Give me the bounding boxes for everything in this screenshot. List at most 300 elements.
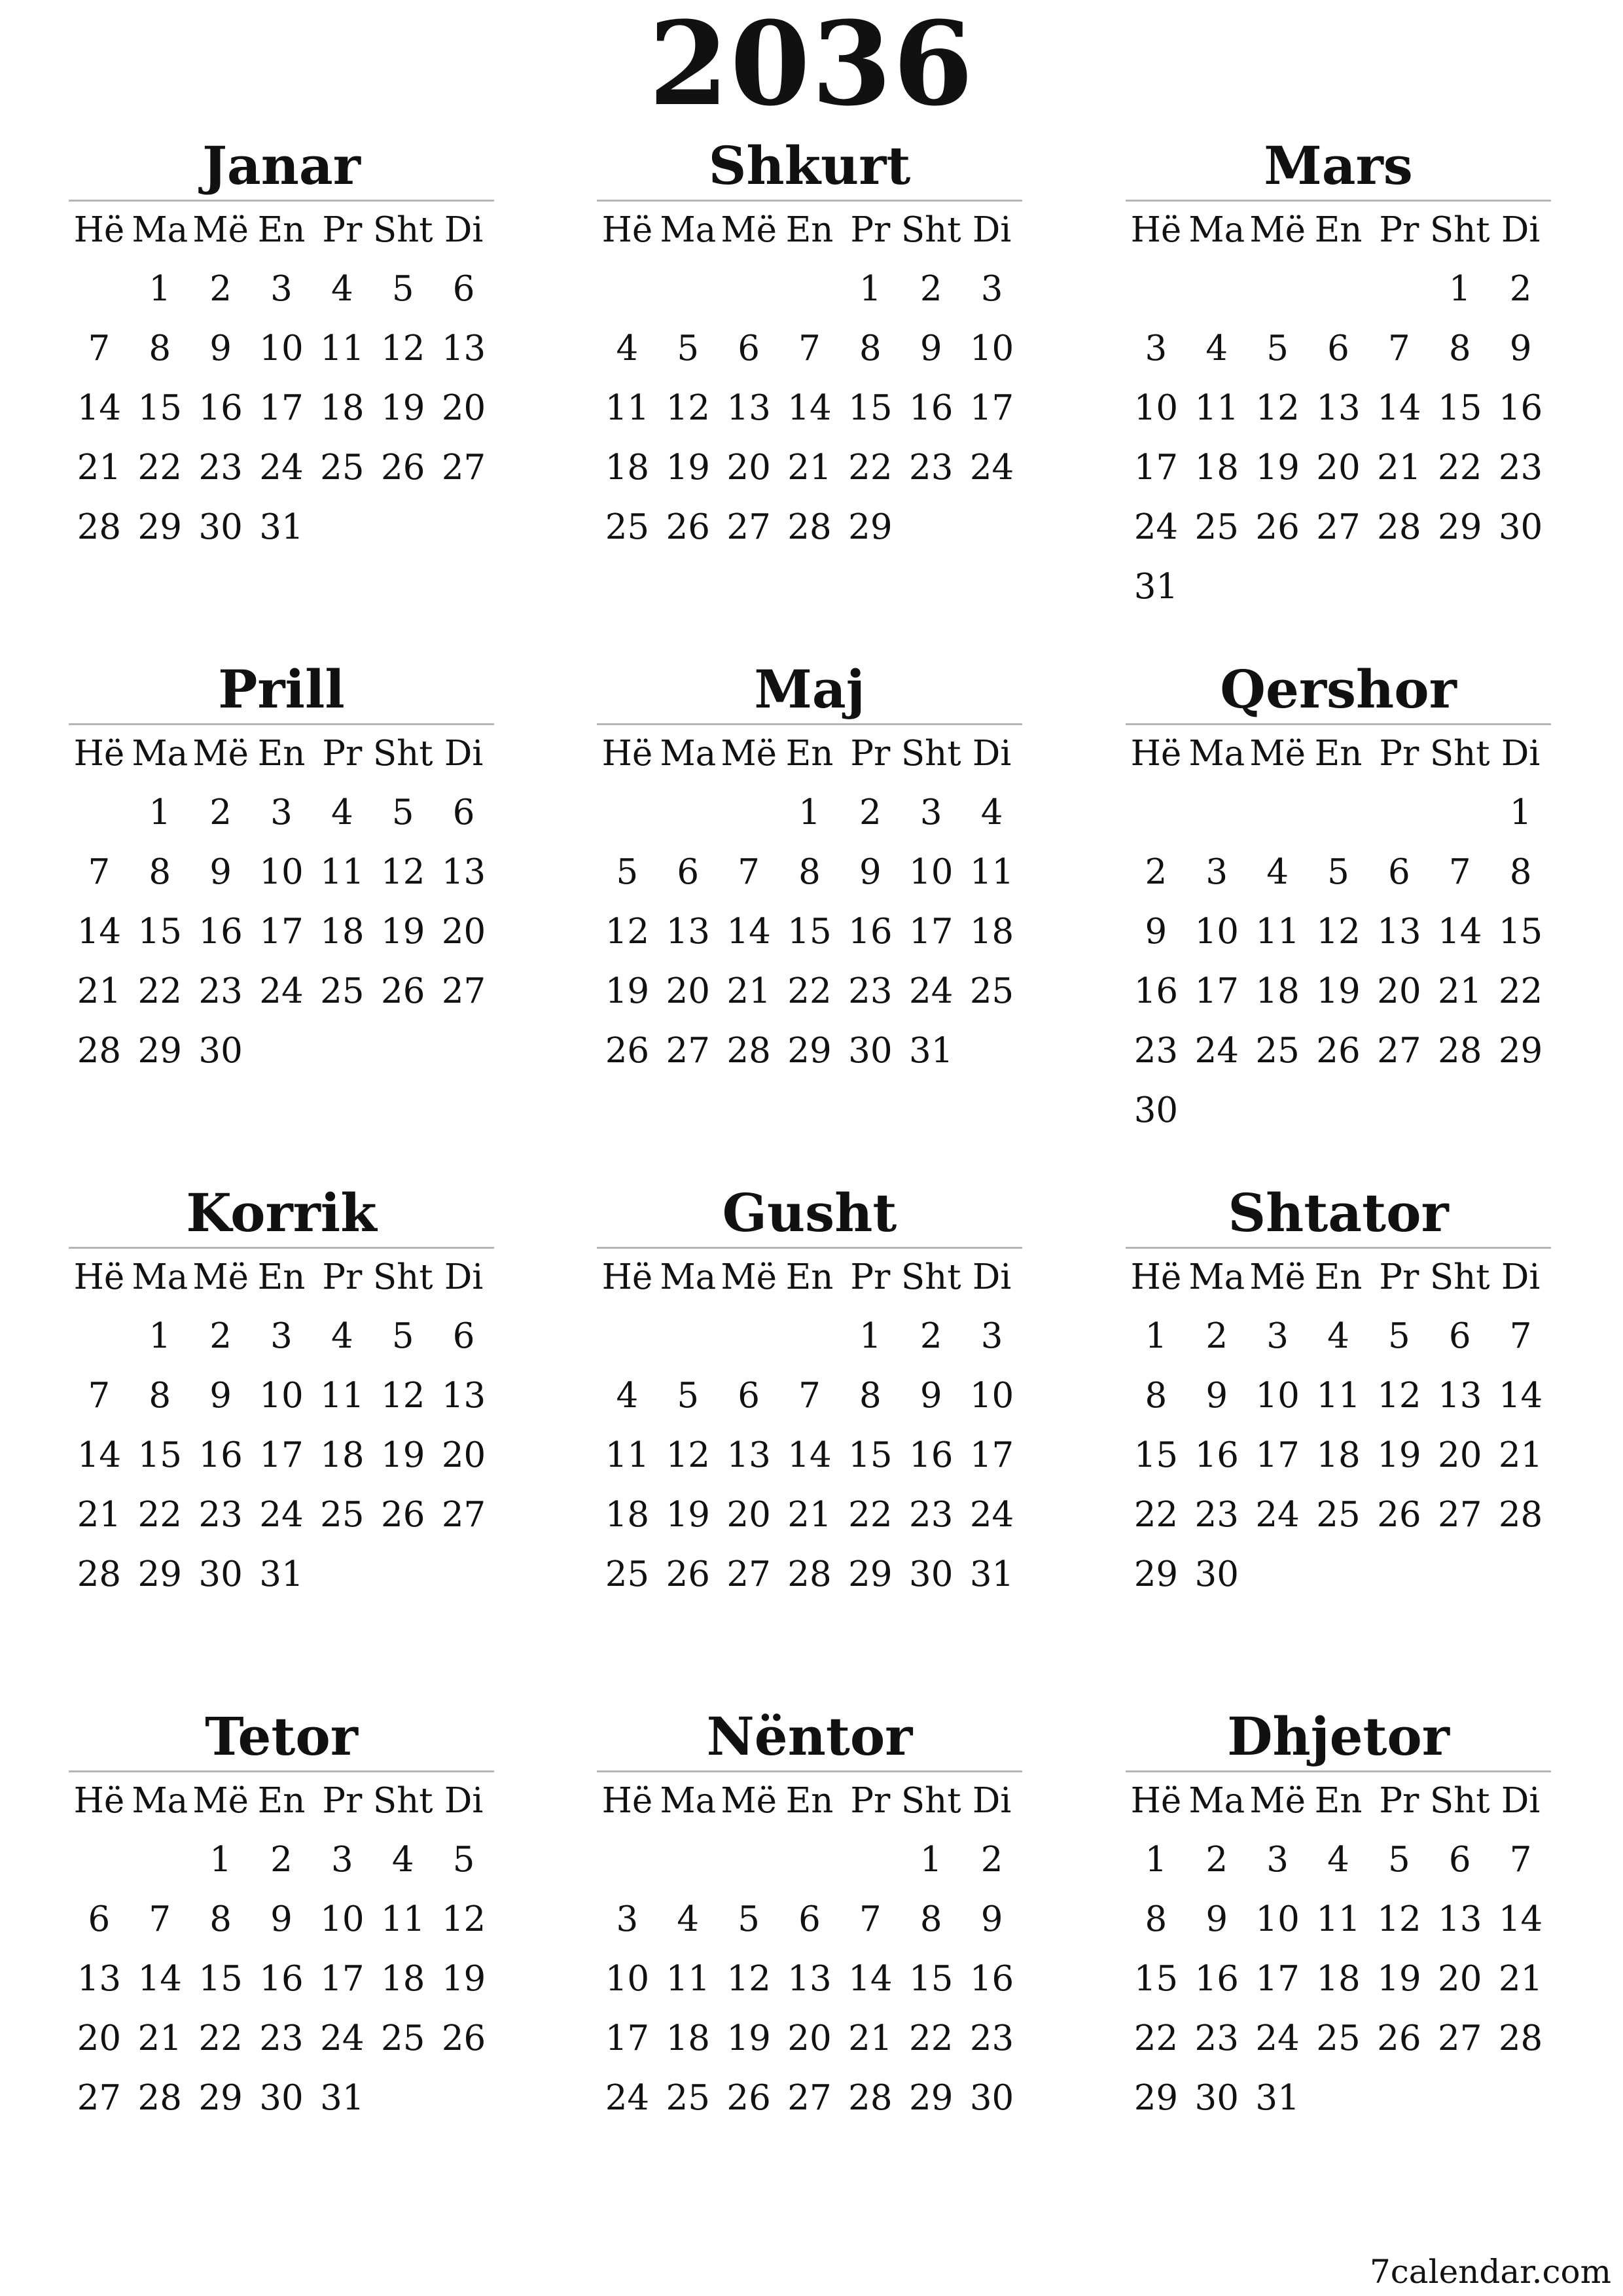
day-cell: 13 bbox=[1316, 388, 1361, 428]
day-cell: 1 bbox=[1448, 269, 1471, 309]
day-cell: 28 bbox=[77, 507, 122, 547]
day-cell: 21 bbox=[787, 448, 832, 488]
month-shkurt bbox=[597, 134, 1022, 557]
empty-cell bbox=[1308, 783, 1369, 842]
day-cell: 13 bbox=[666, 912, 710, 952]
empty-cell bbox=[69, 1830, 130, 1890]
empty-cell bbox=[1429, 783, 1490, 842]
day-cell: 2 bbox=[859, 793, 882, 833]
day-cell: 6 bbox=[452, 269, 475, 309]
day-cell: 5 bbox=[452, 1840, 475, 1880]
day-cell: 6 bbox=[452, 1316, 475, 1356]
day-cell: 6 bbox=[677, 852, 700, 892]
day-cell: 7 bbox=[1509, 1840, 1532, 1880]
empty-cell bbox=[597, 1830, 658, 1890]
month-nëntor bbox=[597, 1705, 1022, 2128]
day-cell: 23 bbox=[198, 448, 243, 488]
day-cell: 16 bbox=[1194, 1435, 1239, 1475]
day-cell: 16 bbox=[908, 388, 954, 428]
day-cell: 20 bbox=[77, 2018, 122, 2058]
day-cell: 2 bbox=[1145, 852, 1168, 892]
weekday-label: Sht bbox=[901, 210, 961, 250]
day-cell: 15 bbox=[787, 912, 832, 952]
weekday-label: En bbox=[785, 1781, 834, 1821]
day-cell: 6 bbox=[1387, 852, 1410, 892]
weekday-label: Di bbox=[972, 1257, 1012, 1297]
weekday-label: Di bbox=[444, 210, 484, 250]
weekday-label: Sht bbox=[372, 210, 433, 250]
weekday-label: Ma bbox=[132, 1781, 188, 1821]
weekday-label: Më bbox=[192, 1257, 249, 1297]
empty-cell bbox=[69, 259, 130, 319]
day-cell: 2 bbox=[1205, 1840, 1228, 1880]
month-name: Mars bbox=[1264, 135, 1413, 196]
day-cell: 12 bbox=[380, 1376, 425, 1416]
day-cell: 31 bbox=[259, 1554, 304, 1594]
day-cell: 22 bbox=[908, 2018, 954, 2058]
day-cell: 16 bbox=[198, 912, 243, 952]
day-cell: 27 bbox=[1316, 507, 1361, 547]
day-cell: 26 bbox=[1377, 2018, 1421, 2058]
day-cell: 15 bbox=[908, 1959, 954, 1999]
day-cell: 7 bbox=[1448, 852, 1471, 892]
day-cell: 22 bbox=[848, 1495, 893, 1535]
day-cell: 23 bbox=[1133, 1031, 1179, 1071]
day-cell: 19 bbox=[1316, 971, 1361, 1011]
day-cell: 18 bbox=[1316, 1435, 1361, 1475]
day-cell: 30 bbox=[969, 2078, 1014, 2118]
day-cell: 19 bbox=[380, 912, 425, 952]
day-cell: 6 bbox=[798, 1899, 821, 1939]
day-cell: 26 bbox=[380, 1495, 425, 1535]
weekday-label: Pr bbox=[850, 1257, 891, 1297]
day-cell: 9 bbox=[1509, 329, 1532, 368]
day-cell: 24 bbox=[1255, 2018, 1300, 2058]
day-cell: 30 bbox=[848, 1031, 893, 1071]
day-cell: 9 bbox=[209, 329, 232, 368]
day-cell: 26 bbox=[1377, 1495, 1421, 1535]
month-name: Korrik bbox=[186, 1182, 377, 1244]
day-cell: 8 bbox=[149, 1376, 171, 1416]
weekday-label: Di bbox=[972, 734, 1012, 774]
day-cell: 27 bbox=[1437, 1495, 1482, 1535]
day-cell: 3 bbox=[270, 793, 293, 833]
day-cell: 17 bbox=[605, 2018, 650, 2058]
day-cell: 27 bbox=[726, 507, 771, 547]
day-cell: 31 bbox=[259, 507, 304, 547]
day-cell: 13 bbox=[787, 1959, 832, 1999]
day-cell: 22 bbox=[1437, 448, 1482, 488]
weekday-label: Ma bbox=[660, 210, 717, 250]
day-cell: 29 bbox=[198, 2078, 243, 2118]
empty-cell bbox=[719, 259, 779, 319]
day-cell: 14 bbox=[787, 388, 832, 428]
weekday-label: Sht bbox=[372, 734, 433, 774]
day-cell: 8 bbox=[149, 852, 171, 892]
day-cell: 9 bbox=[919, 329, 942, 368]
day-cell: 3 bbox=[270, 1316, 293, 1356]
month-name: Nëntor bbox=[706, 1706, 913, 1767]
day-cell: 24 bbox=[259, 448, 304, 488]
day-cell: 29 bbox=[1133, 1554, 1179, 1594]
day-cell: 3 bbox=[980, 269, 1003, 309]
day-cell: 21 bbox=[848, 2018, 893, 2058]
day-cell: 26 bbox=[380, 448, 425, 488]
day-cell: 5 bbox=[677, 329, 700, 368]
day-cell: 26 bbox=[1255, 507, 1300, 547]
day-cell: 4 bbox=[980, 793, 1003, 833]
weekday-label: Di bbox=[444, 1781, 484, 1821]
day-cell: 16 bbox=[848, 912, 893, 952]
day-cell: 7 bbox=[1387, 329, 1410, 368]
weekday-label: En bbox=[785, 734, 834, 774]
day-cell: 4 bbox=[330, 793, 353, 833]
day-cell: 15 bbox=[1437, 388, 1482, 428]
day-cell: 12 bbox=[1316, 912, 1361, 952]
day-cell: 24 bbox=[969, 448, 1014, 488]
weekday-label: En bbox=[1314, 734, 1363, 774]
day-cell: 23 bbox=[969, 2018, 1014, 2058]
day-cell: 25 bbox=[969, 971, 1014, 1011]
weekday-label: Pr bbox=[322, 734, 363, 774]
day-cell: 22 bbox=[787, 971, 832, 1011]
day-cell: 13 bbox=[1437, 1376, 1482, 1416]
weekday-label: Pr bbox=[322, 1781, 363, 1821]
weekday-label: Më bbox=[721, 1781, 777, 1821]
day-cell: 27 bbox=[666, 1031, 710, 1071]
day-cell: 27 bbox=[787, 2078, 832, 2118]
day-cell: 18 bbox=[320, 388, 365, 428]
day-cell: 15 bbox=[137, 1435, 182, 1475]
day-cell: 29 bbox=[1437, 507, 1482, 547]
day-cell: 27 bbox=[726, 1554, 771, 1594]
day-cell: 10 bbox=[320, 1899, 365, 1939]
day-grid bbox=[597, 725, 1022, 1081]
day-cell: 4 bbox=[616, 1376, 639, 1416]
empty-cell bbox=[1126, 259, 1186, 319]
weekday-label: Ma bbox=[1188, 1781, 1245, 1821]
day-cell: 5 bbox=[391, 269, 414, 309]
day-cell: 17 bbox=[320, 1959, 365, 1999]
day-cell: 16 bbox=[969, 1959, 1014, 1999]
month-tetor bbox=[69, 1705, 494, 2128]
day-cell: 19 bbox=[1255, 448, 1300, 488]
weekday-label: Sht bbox=[372, 1257, 433, 1297]
weekday-label: Ma bbox=[132, 734, 188, 774]
day-cell: 3 bbox=[270, 269, 293, 309]
empty-cell bbox=[1247, 783, 1308, 842]
day-cell: 1 bbox=[1145, 1840, 1168, 1880]
day-cell: 13 bbox=[726, 1435, 771, 1475]
day-cell: 5 bbox=[616, 852, 639, 892]
day-cell: 20 bbox=[787, 2018, 832, 2058]
day-cell: 10 bbox=[908, 852, 954, 892]
empty-cell bbox=[1186, 783, 1247, 842]
day-cell: 17 bbox=[1255, 1959, 1300, 1999]
day-grid bbox=[69, 1249, 494, 1604]
day-cell: 8 bbox=[859, 329, 882, 368]
day-cell: 24 bbox=[969, 1495, 1014, 1535]
day-cell: 28 bbox=[77, 1554, 122, 1594]
day-cell: 20 bbox=[1377, 971, 1421, 1011]
day-grid bbox=[597, 1772, 1022, 2128]
day-cell: 19 bbox=[605, 971, 650, 1011]
day-cell: 26 bbox=[441, 2018, 486, 2058]
weekday-label: Di bbox=[972, 210, 1012, 250]
day-cell: 10 bbox=[605, 1959, 650, 1999]
day-cell: 9 bbox=[859, 852, 882, 892]
day-cell: 21 bbox=[726, 971, 771, 1011]
month-name: Janar bbox=[202, 135, 361, 196]
day-cell: 5 bbox=[391, 1316, 414, 1356]
day-cell: 19 bbox=[1377, 1959, 1421, 1999]
day-cell: 9 bbox=[209, 1376, 232, 1416]
day-cell: 24 bbox=[1255, 1495, 1300, 1535]
day-cell: 25 bbox=[1255, 1031, 1300, 1071]
day-cell: 9 bbox=[270, 1899, 293, 1939]
day-cell: 20 bbox=[441, 912, 486, 952]
day-cell: 14 bbox=[77, 912, 122, 952]
day-cell: 11 bbox=[320, 1376, 365, 1416]
day-cell: 12 bbox=[666, 1435, 710, 1475]
day-cell: 7 bbox=[88, 329, 111, 368]
weekday-label: Hë bbox=[73, 734, 125, 774]
day-cell: 19 bbox=[726, 2018, 771, 2058]
month-shtator bbox=[1126, 1181, 1551, 1604]
day-cell: 12 bbox=[605, 912, 650, 952]
day-cell: 10 bbox=[1255, 1376, 1300, 1416]
empty-cell bbox=[1308, 259, 1369, 319]
day-cell: 15 bbox=[137, 912, 182, 952]
day-cell: 30 bbox=[259, 2078, 304, 2118]
day-cell: 11 bbox=[1255, 912, 1300, 952]
day-cell: 28 bbox=[726, 1031, 771, 1071]
day-grid bbox=[1126, 1772, 1551, 2128]
day-cell: 16 bbox=[1498, 388, 1543, 428]
day-cell: 28 bbox=[1498, 1495, 1543, 1535]
weekday-label: En bbox=[257, 210, 306, 250]
day-cell: 14 bbox=[787, 1435, 832, 1475]
day-cell: 24 bbox=[908, 971, 954, 1011]
day-cell: 29 bbox=[908, 2078, 954, 2118]
day-cell: 14 bbox=[77, 388, 122, 428]
day-cell: 1 bbox=[1145, 1316, 1168, 1356]
day-cell: 1 bbox=[1509, 793, 1532, 833]
day-cell: 30 bbox=[1498, 507, 1543, 547]
day-cell: 23 bbox=[1498, 448, 1543, 488]
day-cell: 19 bbox=[666, 1495, 710, 1535]
footer-site-link[interactable]: 7calendar.com bbox=[1369, 2253, 1611, 2291]
day-cell: 20 bbox=[1437, 1435, 1482, 1475]
weekday-label: Hë bbox=[1130, 1781, 1182, 1821]
day-cell: 6 bbox=[88, 1899, 111, 1939]
weekday-label: Më bbox=[721, 734, 777, 774]
weekday-label: Pr bbox=[1379, 1257, 1419, 1297]
weekday-label: Ma bbox=[132, 1257, 188, 1297]
day-cell: 19 bbox=[380, 388, 425, 428]
month-name: Tetor bbox=[205, 1706, 358, 1767]
month-name: Gusht bbox=[722, 1182, 897, 1244]
day-cell: 22 bbox=[137, 448, 182, 488]
day-cell: 6 bbox=[1448, 1840, 1471, 1880]
day-cell: 13 bbox=[1437, 1899, 1482, 1939]
day-cell: 12 bbox=[1377, 1376, 1421, 1416]
weekday-label: Pr bbox=[850, 1781, 891, 1821]
empty-cell bbox=[130, 1830, 190, 1890]
weekday-label: En bbox=[257, 734, 306, 774]
day-cell: 30 bbox=[1194, 1554, 1239, 1594]
day-cell: 23 bbox=[198, 971, 243, 1011]
day-cell: 27 bbox=[77, 2078, 122, 2118]
weekday-label: En bbox=[1314, 1781, 1363, 1821]
empty-cell bbox=[779, 259, 840, 319]
day-cell: 28 bbox=[137, 2078, 182, 2118]
weekday-label: Sht bbox=[1429, 734, 1490, 774]
day-cell: 28 bbox=[1377, 507, 1421, 547]
day-cell: 1 bbox=[798, 793, 821, 833]
empty-cell bbox=[658, 259, 719, 319]
day-cell: 25 bbox=[1316, 2018, 1361, 2058]
day-cell: 28 bbox=[848, 2078, 893, 2118]
day-cell: 11 bbox=[320, 329, 365, 368]
day-cell: 15 bbox=[198, 1959, 243, 1999]
day-cell: 4 bbox=[391, 1840, 414, 1880]
day-cell: 20 bbox=[1437, 1959, 1482, 1999]
day-cell: 30 bbox=[198, 1554, 243, 1594]
day-cell: 25 bbox=[380, 2018, 425, 2058]
weekday-label: Hë bbox=[73, 210, 125, 250]
day-cell: 15 bbox=[848, 1435, 893, 1475]
day-cell: 6 bbox=[738, 329, 760, 368]
day-cell: 20 bbox=[1316, 448, 1361, 488]
day-cell: 28 bbox=[787, 1554, 832, 1594]
day-cell: 27 bbox=[1377, 1031, 1421, 1071]
day-cell: 25 bbox=[320, 971, 365, 1011]
day-cell: 8 bbox=[919, 1899, 942, 1939]
day-cell: 2 bbox=[919, 1316, 942, 1356]
day-cell: 17 bbox=[908, 912, 954, 952]
day-cell: 8 bbox=[1145, 1899, 1168, 1939]
day-cell: 18 bbox=[969, 912, 1014, 952]
day-cell: 20 bbox=[726, 1495, 771, 1535]
month-name: Maj bbox=[754, 658, 865, 720]
empty-cell bbox=[779, 1306, 840, 1366]
day-cell: 16 bbox=[1133, 971, 1179, 1011]
day-cell: 10 bbox=[969, 329, 1014, 368]
weekday-label: Ma bbox=[1188, 1257, 1245, 1297]
weekday-label: Hë bbox=[73, 1781, 125, 1821]
day-cell: 5 bbox=[738, 1899, 760, 1939]
day-cell: 12 bbox=[666, 388, 710, 428]
day-cell: 29 bbox=[1133, 2078, 1179, 2118]
day-cell: 11 bbox=[666, 1959, 710, 1999]
weekday-label: Ma bbox=[1188, 210, 1245, 250]
day-cell: 18 bbox=[1316, 1959, 1361, 1999]
weekday-label: Sht bbox=[1429, 1257, 1490, 1297]
day-cell: 28 bbox=[787, 507, 832, 547]
weekday-label: Hë bbox=[1130, 734, 1182, 774]
weekday-label: Di bbox=[1501, 1781, 1541, 1821]
day-cell: 13 bbox=[77, 1959, 122, 1999]
day-cell: 31 bbox=[908, 1031, 954, 1071]
day-cell: 11 bbox=[969, 852, 1014, 892]
day-cell: 28 bbox=[77, 1031, 122, 1071]
day-cell: 16 bbox=[1194, 1959, 1239, 1999]
day-cell: 27 bbox=[1437, 2018, 1482, 2058]
weekday-label: Hë bbox=[601, 1257, 653, 1297]
day-cell: 14 bbox=[1437, 912, 1482, 952]
day-grid bbox=[1126, 202, 1551, 617]
weekday-label: Hë bbox=[601, 734, 653, 774]
empty-cell bbox=[597, 1306, 658, 1366]
day-cell: 13 bbox=[1377, 912, 1421, 952]
weekday-label: Ma bbox=[132, 210, 188, 250]
day-cell: 25 bbox=[320, 448, 365, 488]
day-cell: 22 bbox=[137, 1495, 182, 1535]
day-cell: 9 bbox=[209, 852, 232, 892]
day-cell: 22 bbox=[1498, 971, 1543, 1011]
day-cell: 17 bbox=[969, 388, 1014, 428]
day-cell: 12 bbox=[441, 1899, 486, 1939]
day-cell: 11 bbox=[1316, 1376, 1361, 1416]
empty-cell bbox=[1126, 783, 1186, 842]
day-cell: 1 bbox=[149, 1316, 171, 1356]
month-name: Prill bbox=[218, 658, 345, 720]
day-cell: 20 bbox=[441, 1435, 486, 1475]
day-cell: 20 bbox=[726, 448, 771, 488]
day-cell: 18 bbox=[320, 912, 365, 952]
weekday-label: Hë bbox=[1130, 1257, 1182, 1297]
weekday-label: Ma bbox=[660, 1257, 717, 1297]
day-cell: 23 bbox=[259, 2018, 304, 2058]
weekday-label: Pr bbox=[1379, 210, 1419, 250]
weekday-label: Ma bbox=[660, 1781, 717, 1821]
empty-cell bbox=[597, 259, 658, 319]
day-cell: 7 bbox=[798, 329, 821, 368]
day-cell: 12 bbox=[726, 1959, 771, 1999]
day-cell: 13 bbox=[441, 1376, 486, 1416]
day-cell: 3 bbox=[1266, 1316, 1289, 1356]
month-korrik bbox=[69, 1181, 494, 1604]
day-cell: 4 bbox=[1205, 329, 1228, 368]
month-gusht bbox=[597, 1181, 1022, 1604]
empty-cell bbox=[658, 1306, 719, 1366]
day-cell: 14 bbox=[1498, 1376, 1543, 1416]
weekday-label: Më bbox=[1249, 734, 1306, 774]
empty-cell bbox=[719, 783, 779, 842]
day-cell: 5 bbox=[1266, 329, 1289, 368]
empty-cell bbox=[658, 1830, 719, 1890]
day-cell: 25 bbox=[605, 1554, 650, 1594]
day-cell: 5 bbox=[1387, 1316, 1410, 1356]
day-cell: 12 bbox=[380, 852, 425, 892]
day-cell: 13 bbox=[726, 388, 771, 428]
weekday-label: Di bbox=[1501, 210, 1541, 250]
day-cell: 21 bbox=[1498, 1959, 1543, 1999]
weekday-label: Hë bbox=[601, 210, 653, 250]
day-cell: 10 bbox=[1133, 388, 1179, 428]
day-cell: 23 bbox=[908, 1495, 954, 1535]
day-cell: 15 bbox=[1133, 1959, 1179, 1999]
day-cell: 27 bbox=[441, 971, 486, 1011]
day-cell: 16 bbox=[198, 388, 243, 428]
day-cell: 3 bbox=[1205, 852, 1228, 892]
day-cell: 30 bbox=[198, 1031, 243, 1071]
day-cell: 4 bbox=[1327, 1316, 1349, 1356]
empty-cell bbox=[719, 1306, 779, 1366]
day-cell: 19 bbox=[380, 1435, 425, 1475]
weekday-label: Sht bbox=[901, 1781, 961, 1821]
